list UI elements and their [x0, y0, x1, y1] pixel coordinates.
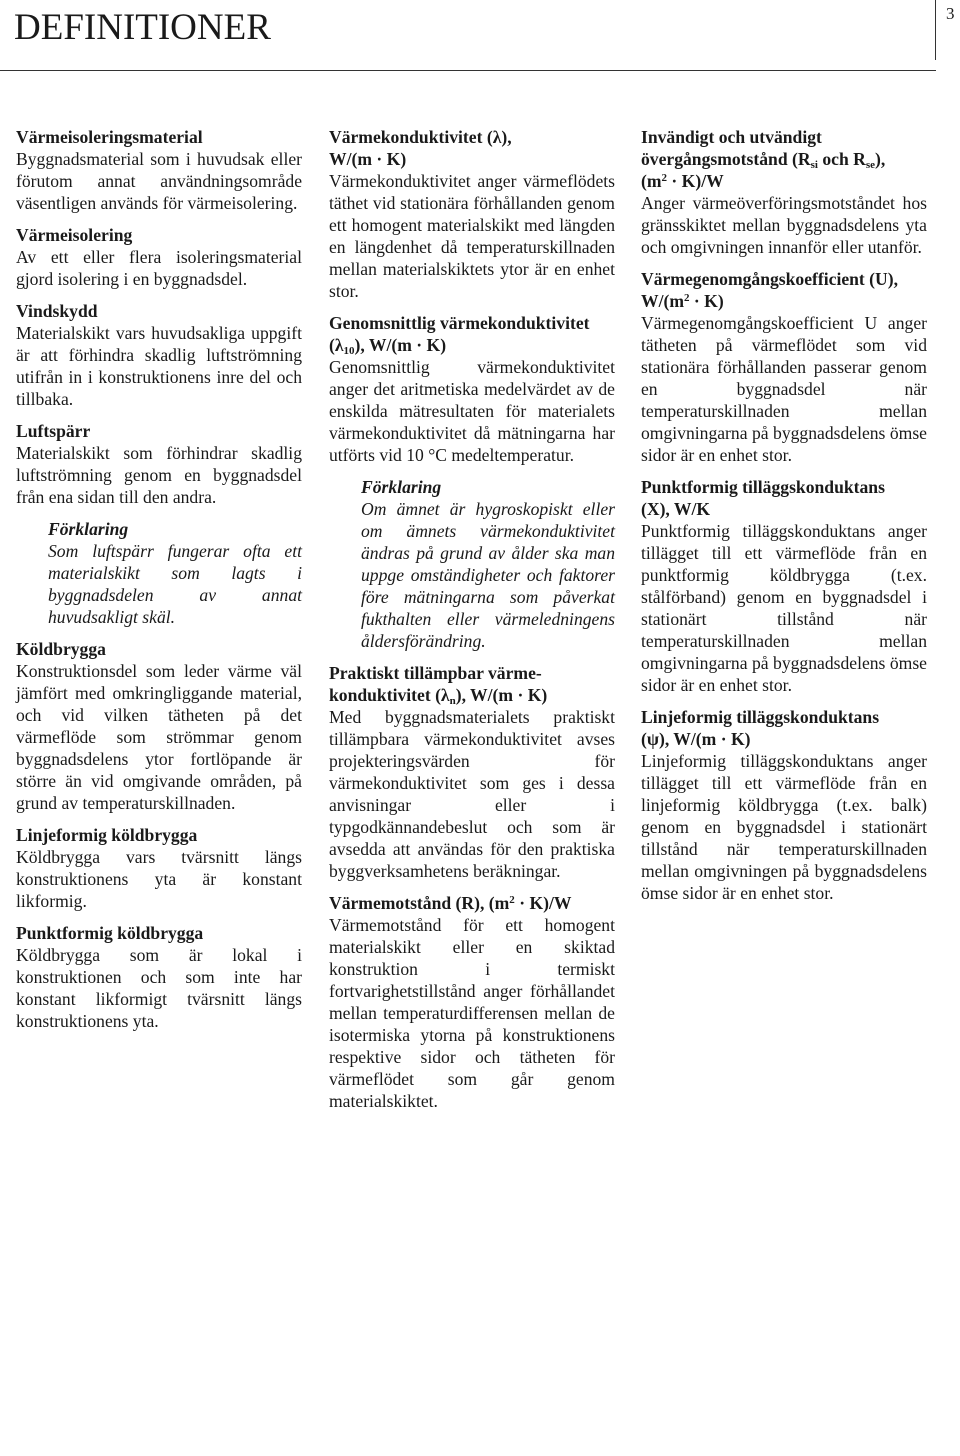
- term-heading: Värmekonduktivitet (λ), W/(m · K): [329, 127, 512, 169]
- explanation-heading: Förklaring: [361, 477, 442, 497]
- explanation-box: [361, 476, 615, 652]
- term-definition: Linjeformig tilläggskonduktans anger tillägget till ett värmeflöde från en linjeformig köldbrygga (t.ex. balk) genom en byggnadsdel i stationärt tillstånd när temperaturskillnaden mellan omgivningen på byggnadsdelens ömse sidor är en enhet stor.: [641, 751, 927, 903]
- term-heading: Luftspärr: [16, 421, 91, 441]
- column-right: [641, 126, 927, 904]
- term-definition: Byggnadsmaterial som i huvudsak eller förutom annat användningsområde väsentligen används för värmeisolering.: [16, 149, 302, 213]
- term-heading: Linjeformig tilläggskonduktans (ψ), W/(m · K): [641, 707, 880, 749]
- term-heading: Värmeisolering: [16, 225, 133, 245]
- term-definition: Värmegenomgångskoefficient U anger tätheten på värmeflödet som vid stationära förhållanden passerar genom en byggnadsdel när temperaturskillnaden mellan omgivningarna på byggnadsdelens ömse sidor är en enhet stor.: [641, 313, 927, 465]
- term-definition: Med byggnadsmaterialets praktiskt tillämpbara värmekonduktivitet avses projekteringsvärden för värmekonduktivitet som ges i dessa anvisningar eller i typgodkännandebeslut och som är avsedda att användas för den praktiska byggverksamhetens beräkningar.: [329, 707, 615, 881]
- term-heading: Punktformig tilläggskonduktans (X), W/K: [641, 477, 885, 519]
- column-middle: [329, 126, 615, 1112]
- term-definition: Värmemotstånd för ett homogent materialskikt eller en skiktad konstruktion i termiskt fortvarighetstillstånd anger förhållandet mellan temperaturdifferensen mellan de isotermiska ytorna på konstruktionens respektive sidor och tätheten för värmeflödet som går genom materialskiktet.: [329, 915, 615, 1111]
- column-left: [16, 126, 302, 1032]
- term-definition: Anger värmeöverföringsmotståndet hos gränsskiktet mellan byggnadsdelens yta och omgivningen innanför eller utanför.: [641, 193, 927, 257]
- term-heading: Köldbrygga: [16, 639, 106, 659]
- term-heading: Värmemotstånd (R), $(m^2 \cdot K)/W$: [329, 893, 572, 913]
- explanation-box: [48, 518, 302, 628]
- term-heading: Värmegenomgångskoefficient (U), $W/(m^2 \cdot K)$: [641, 269, 899, 311]
- term-definition: Materialskikt som förhindrar skadlig luftströmning genom en byggnadsdel från ena sidan till den andra.: [16, 443, 302, 507]
- term-heading: Invändigt och utvändigt övergångsmotstånd ($R_{si}$ och $R_{se}$), $(m^2 \cdot K)/W$: [641, 127, 886, 191]
- term-heading: Genomsnittlig värmekonduktivitet $(\lambda_{10})$, W/(m · K): [329, 313, 590, 357]
- explanation-text: Om ämnet är hygroskopiskt eller om ämnets värmekonduktivitet ändras på grund av ålder ska man uppge omständigheter och faktorer före mätningarna som påverkat fukthalten eller värmeledningens åldersförändring.: [361, 499, 615, 651]
- explanation-text: Som luftspärr fungerar ofta ett materialskikt som lagts i byggnadsdelen av annat huvudsakligt skäl.: [48, 541, 302, 627]
- term-heading: Linjeformig köldbrygga: [16, 825, 198, 845]
- term-definition: Värmekonduktivitet anger värmeflödets täthet vid stationära förhållanden genom ett homogent materialskikt med längden en längdenhet då temperaturskillnaden mellan materialskiktets ytor är en enhet stor.: [329, 171, 615, 301]
- header-divider-vertical: [935, 0, 936, 60]
- term-heading: Praktiskt tillämpbar värme- konduktivitet $(\lambda_n)$, W/(m · K): [329, 663, 548, 707]
- term-definition: Genomsnittlig värmekonduktivitet anger det aritmetiska medelvärdet av de enskilda mätresultaten för materialets värmekonduktivitet då mätningarna har utförts vid 10 °C medeltemperatur.: [329, 357, 615, 465]
- term-definition: Konstruktionsdel som leder värme väl jämfört med omkringliggande material, och vid vilken tätheten på det värmeflöde som strömmar genom byggnadsdelens ytor fortlöpande är större än vid omgivande områden, på grund av temperaturskillnaden.: [16, 661, 302, 813]
- page-number: 3: [946, 4, 955, 23]
- explanation-heading: Förklaring: [48, 519, 129, 539]
- term-definition: Köldbrygga som är lokal i konstruktionen och som inte har konstant likformigt tvärsnitt längs konstruktionens yta.: [16, 945, 302, 1031]
- term-definition: Materialskikt vars huvudsakliga uppgift är att förhindra skadlig luftströmning utifrån in i konstruktionens inre del och tillbaka.: [16, 323, 302, 409]
- term-heading: Vindskydd: [16, 301, 98, 321]
- term-definition: Köldbrygga vars tvärsnitt längs konstruktionens yta är konstant likformig.: [16, 847, 302, 911]
- term-heading: Värmeisoleringsmaterial: [16, 127, 203, 147]
- page-title: DEFINITIONER: [14, 7, 271, 48]
- term-heading: Punktformig köldbrygga: [16, 923, 204, 943]
- header-divider-horizontal: [0, 70, 936, 71]
- term-definition: Punktformig tilläggskonduktans anger tillägget till ett värmeflöde från en punktformig köldbrygga (t.ex. stålförband) genom en byggnadsdel i stationärt tillstånd när temperaturskillnaden mellan omgivningarna på byggnadsdelens ömse sidor är en enhet stor.: [641, 521, 927, 695]
- term-definition: Av ett eller flera isoleringsmaterial gjord isolering i en byggnadsdel.: [16, 247, 302, 289]
